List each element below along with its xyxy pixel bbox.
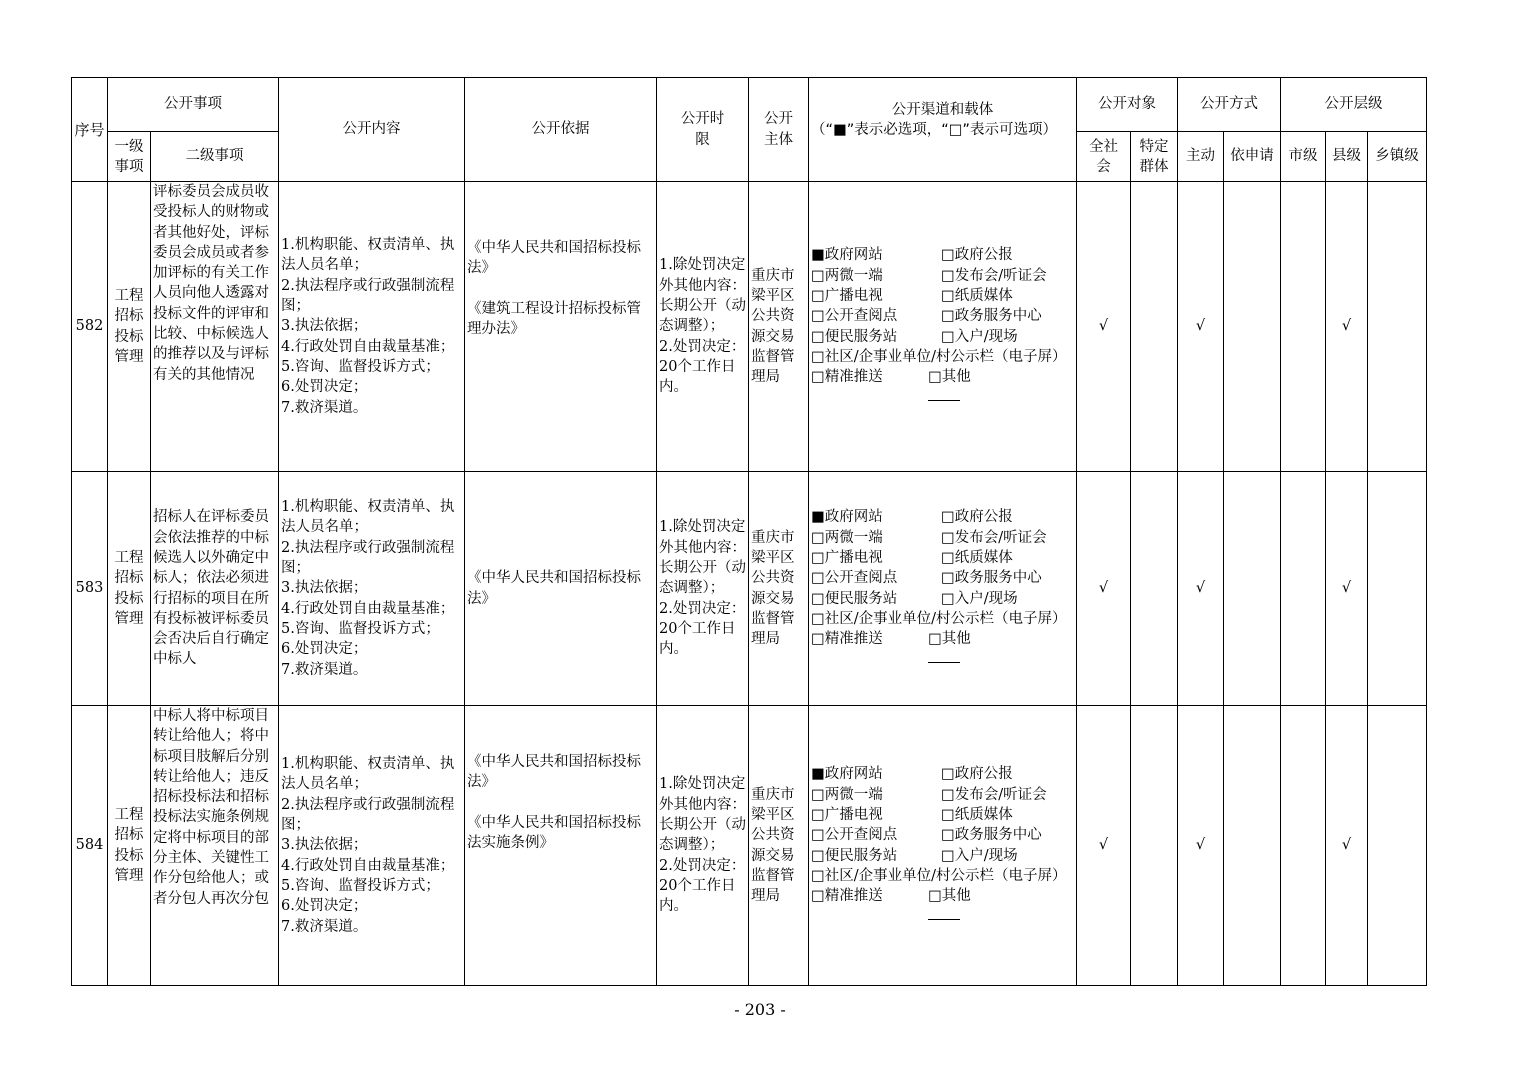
content-line: 7.救济渠道。 xyxy=(281,399,368,416)
header-content: 公开内容 xyxy=(279,78,465,182)
content-line: 5.咨询、监督投诉方式； xyxy=(281,877,440,894)
channel-option: □公开查阅点 xyxy=(811,308,898,325)
channel-option: □便民服务站 xyxy=(811,590,898,607)
header-level-town: 乡镇级 xyxy=(1368,132,1427,182)
channel-option: □政务服务中心 xyxy=(941,308,1042,325)
channel-option: □纸质媒体 xyxy=(941,287,1013,304)
channel-option: □广播电视 xyxy=(811,806,883,823)
level-town-check xyxy=(1368,472,1427,706)
channel-option: □精准推送 xyxy=(811,369,883,386)
row-content xyxy=(279,706,465,986)
header-target-specific: 特定群体 xyxy=(1131,132,1178,182)
row-basis xyxy=(465,706,657,986)
channel-option: ■政府网站 xyxy=(811,766,883,783)
header-seq: 序号 xyxy=(72,78,108,182)
table-row xyxy=(72,472,1427,706)
channel-option: □政府公报 xyxy=(941,509,1013,526)
content-line: 3.执法依据； xyxy=(281,318,368,335)
level-city-check xyxy=(1281,472,1326,706)
channel-option: □两微一端 xyxy=(811,267,883,284)
target-all-check: √ xyxy=(1077,706,1131,986)
content-line: 7.救济渠道。 xyxy=(281,918,368,935)
channel-option: □社区/企事业单位/村公示栏（电子屏） xyxy=(811,348,1067,365)
header-level: 公开层级 xyxy=(1281,78,1427,132)
row-basis xyxy=(465,472,657,706)
channel-option: □便民服务站 xyxy=(811,328,898,345)
header-method: 公开方式 xyxy=(1178,78,1281,132)
header-time-limit xyxy=(657,78,749,182)
time-limit-line: 2.处罚决定：20个工作日内。 xyxy=(659,857,746,915)
row-subject: 重庆市梁平区公共资源交易监督管理局 xyxy=(749,182,809,472)
header-level1: 一级事项 xyxy=(108,132,151,182)
content-line: 4.行政处罚自由裁量基准； xyxy=(281,857,455,874)
header-channel-title: 公开渠道和载体 xyxy=(891,102,994,118)
channel-option: □其他 xyxy=(928,888,971,905)
row-level2 xyxy=(151,472,279,706)
content-line: 4.行政处罚自由裁量基准； xyxy=(281,600,455,617)
channel-option: □纸质媒体 xyxy=(941,806,1013,823)
row-time-limit xyxy=(657,182,749,472)
level-county-check: √ xyxy=(1326,182,1368,472)
channel-option: □政务服务中心 xyxy=(941,570,1042,587)
channel-option: □政府公报 xyxy=(941,247,1013,264)
header-subject-text: 公开主体 xyxy=(764,111,793,148)
content-line: 2.执法程序或行政强制流程图； xyxy=(281,277,455,315)
channel-option: □便民服务站 xyxy=(811,847,898,864)
content-line: 5.咨询、监督投诉方式； xyxy=(281,620,440,637)
channel-option: □政府公报 xyxy=(941,766,1013,783)
header-target-all: 全社会 xyxy=(1077,132,1131,182)
channel-option: □两微一端 xyxy=(811,786,883,803)
channel-option: □公开查阅点 xyxy=(811,827,898,844)
channel-option: ■政府网站 xyxy=(811,509,883,526)
row-level2-text: 中标人将中标项目转让给他人；将中标项目肢解后分别转让给他人；违反招标投标法和招标投标法实施条例规定将中标项目的部分主体、关键性工作分包给他人；或者分包人再次分包 xyxy=(153,708,269,907)
channel-option: □发布会/听证会 xyxy=(941,267,1047,284)
channel-option: □社区/企事业单位/村公示栏（电子屏） xyxy=(811,610,1067,627)
target-specific-check xyxy=(1131,182,1178,472)
header-channel xyxy=(809,78,1077,182)
channel-option: □社区/企事业单位/村公示栏（电子屏） xyxy=(811,867,1067,884)
row-channels xyxy=(809,472,1077,706)
table-row xyxy=(72,706,1427,986)
channel-option: □入户/现场 xyxy=(941,847,1018,864)
channel-option: □公开查阅点 xyxy=(811,570,898,587)
header-method-apply: 依申请 xyxy=(1224,132,1281,182)
row-level2 xyxy=(151,182,279,472)
level-city-check xyxy=(1281,706,1326,986)
time-limit-line: 1.除处罚决定外其他内容：长期公开（动态调整）； xyxy=(659,519,746,597)
channel-option: □发布会/听证会 xyxy=(941,529,1047,546)
header-level-county: 县级 xyxy=(1326,132,1368,182)
basis-line: 《中华人民共和国招标投标法》 xyxy=(467,570,641,607)
row-number: 582 xyxy=(72,182,108,472)
content-line: 3.执法依据； xyxy=(281,837,368,854)
row-level2 xyxy=(151,706,279,986)
basis-line: 《中华人民共和国招标投标法》 xyxy=(467,240,641,277)
channel-option: □入户/现场 xyxy=(941,590,1018,607)
channel-option: □其他 xyxy=(928,631,971,648)
level-county-check: √ xyxy=(1326,472,1368,706)
content-line: 6.处罚决定； xyxy=(281,641,368,658)
channel-option: □发布会/听证会 xyxy=(941,786,1047,803)
header-public-item: 公开事项 xyxy=(108,78,279,132)
row-level1: 工程招标投标管理 xyxy=(108,706,151,986)
row-level1: 工程招标投标管理 xyxy=(108,182,151,472)
target-all-check: √ xyxy=(1077,182,1131,472)
table-row xyxy=(72,182,1427,472)
level-town-check xyxy=(1368,182,1427,472)
row-level1: 工程招标投标管理 xyxy=(108,472,151,706)
channel-option: □精准推送 xyxy=(811,888,883,905)
row-time-limit xyxy=(657,706,749,986)
basis-line: 《中华人民共和国招标投标法实施条例》 xyxy=(467,814,641,851)
channel-option: □精准推送 xyxy=(811,631,883,648)
row-subject: 重庆市梁平区公共资源交易监督管理局 xyxy=(749,472,809,706)
content-line: 5.咨询、监督投诉方式； xyxy=(281,358,440,375)
row-content xyxy=(279,472,465,706)
level-city-check xyxy=(1281,182,1326,472)
row-subject: 重庆市梁平区公共资源交易监督管理局 xyxy=(749,706,809,986)
disclosure-table xyxy=(71,77,1427,986)
method-apply-check xyxy=(1224,706,1281,986)
content-line: 1.机构职能、权责清单、执法人员名单； xyxy=(281,499,455,536)
method-active-check: √ xyxy=(1178,182,1224,472)
row-number: 584 xyxy=(72,706,108,986)
time-limit-line: 2.处罚决定：20个工作日内。 xyxy=(659,338,746,396)
target-all-check: √ xyxy=(1077,472,1131,706)
channel-option: □入户/现场 xyxy=(941,328,1018,345)
row-level2-text: 评标委员会成员收受投标人的财物或者其他好处，评标委员会成员或者参加评标的有关工作人员向他人透露对投标文件的评审和比较、中标候选人的推荐以及与评标有关的其他情况 xyxy=(153,184,269,383)
header-method-active: 主动 xyxy=(1178,132,1224,182)
channel-option: □广播电视 xyxy=(811,287,883,304)
method-active-check: √ xyxy=(1178,706,1224,986)
basis-line: 《中华人民共和国招标投标法》 xyxy=(467,754,641,791)
row-channels xyxy=(809,182,1077,472)
time-limit-line: 1.除处罚决定外其他内容：长期公开（动态调整）； xyxy=(659,776,746,854)
row-content xyxy=(279,182,465,472)
level-town-check xyxy=(1368,706,1427,986)
content-line: 7.救济渠道。 xyxy=(281,661,368,678)
channel-option: □其他 xyxy=(928,369,971,386)
channel-option: □两微一端 xyxy=(811,529,883,546)
content-line: 3.执法依据； xyxy=(281,580,368,597)
header-level2: 二级事项 xyxy=(151,132,279,182)
content-line: 2.执法程序或行政强制流程图； xyxy=(281,539,455,577)
method-apply-check xyxy=(1224,472,1281,706)
level-county-check: √ xyxy=(1326,706,1368,986)
target-specific-check xyxy=(1131,706,1178,986)
blank-underline xyxy=(928,907,960,920)
page-number: - 203 - xyxy=(734,1000,786,1019)
channel-option: □纸质媒体 xyxy=(941,549,1013,566)
content-line: 6.处罚决定； xyxy=(281,898,368,915)
channel-option: □广播电视 xyxy=(811,549,883,566)
blank-underline xyxy=(928,388,960,401)
header-channel-note: （“■”表示必选项，“□”表示可选项） xyxy=(811,122,1057,139)
header-time-limit-text: 公开时限 xyxy=(680,111,725,148)
method-apply-check xyxy=(1224,182,1281,472)
method-active-check: √ xyxy=(1178,472,1224,706)
row-basis xyxy=(465,182,657,472)
channel-option: ■政府网站 xyxy=(811,247,883,264)
content-line: 1.机构职能、权责清单、执法人员名单； xyxy=(281,237,455,274)
content-line: 1.机构职能、权责清单、执法人员名单； xyxy=(281,756,455,793)
header-subject xyxy=(749,78,809,182)
time-limit-line: 1.除处罚决定外其他内容：长期公开（动态调整）； xyxy=(659,257,746,335)
content-line: 6.处罚决定； xyxy=(281,379,368,396)
basis-line: 《建筑工程设计招标投标管理办法》 xyxy=(467,300,641,337)
row-level2-text: 招标人在评标委员会依法推荐的中标候选人以外确定中标人；依法必须进行招标的项目在所有投标被评标委员会否决后自行确定中标人 xyxy=(153,509,269,668)
row-channels xyxy=(809,706,1077,986)
time-limit-line: 2.处罚决定：20个工作日内。 xyxy=(659,600,746,658)
content-line: 2.执法程序或行政强制流程图； xyxy=(281,796,455,834)
header-level-city: 市级 xyxy=(1281,132,1326,182)
target-specific-check xyxy=(1131,472,1178,706)
row-time-limit xyxy=(657,472,749,706)
blank-underline xyxy=(928,650,960,663)
channel-option: □政务服务中心 xyxy=(941,827,1042,844)
header-basis: 公开依据 xyxy=(465,78,657,182)
content-line: 4.行政处罚自由裁量基准； xyxy=(281,338,455,355)
header-target: 公开对象 xyxy=(1077,78,1178,132)
row-number: 583 xyxy=(72,472,108,706)
